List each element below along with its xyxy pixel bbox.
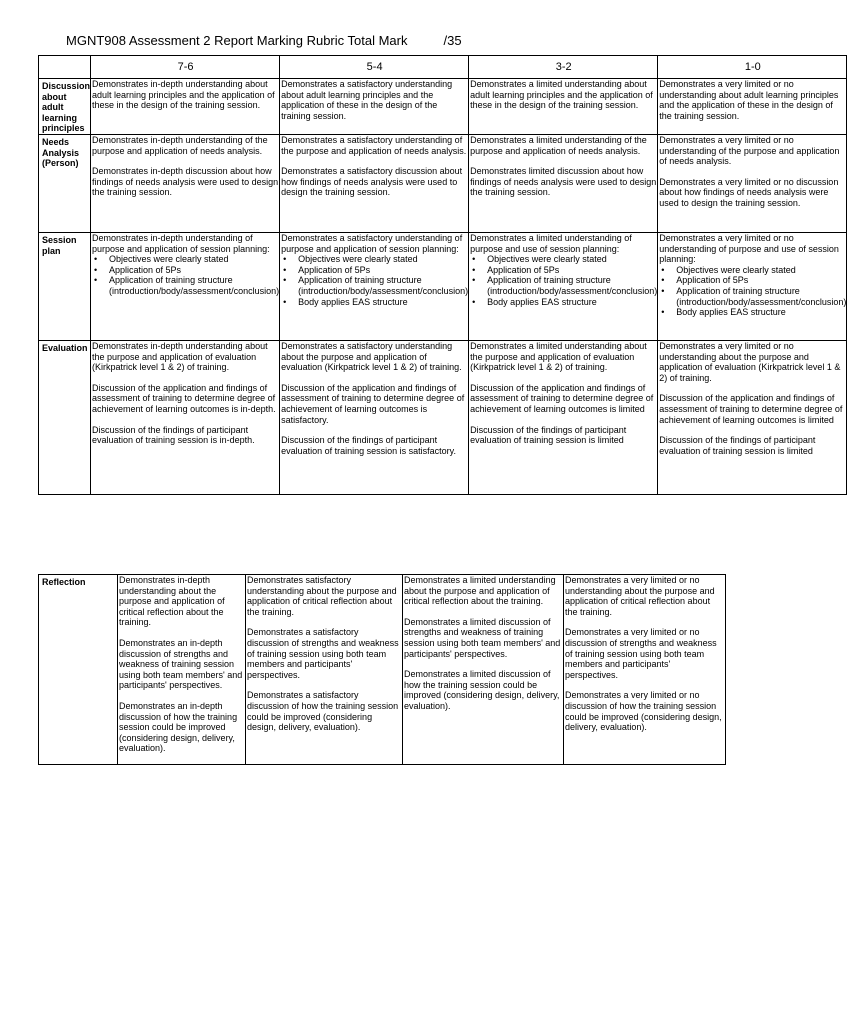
cell-intro: Demonstrates a limited understanding of purpose and use of session planning: bbox=[470, 233, 632, 254]
list-item: • Objectives were clearly stated bbox=[470, 254, 657, 265]
bullet-list bbox=[281, 254, 468, 307]
list-item: • Body applies EAS structure bbox=[281, 297, 468, 308]
list-item: • Application of training structure (introduction/body/assessment/conclusion) bbox=[281, 275, 468, 296]
cell-paragraph: Demonstrates a limited understanding of the purpose and application of needs analysis. bbox=[470, 135, 647, 156]
rubric-cell bbox=[280, 135, 469, 233]
cell-intro: Demonstrates a very limited or no understanding of purpose and use of session planning: bbox=[659, 233, 839, 265]
rubric-cell bbox=[280, 79, 469, 135]
rubric-cell bbox=[91, 135, 280, 233]
cell-paragraph: Demonstrates in-depth understanding of the purpose and application of needs analysis. bbox=[92, 135, 268, 156]
cell-paragraph: Demonstrates a very limited or no understanding about the purpose and application of evaluation (Kirkpatrick level 1 & 2) of training. bbox=[659, 341, 841, 383]
cell-paragraph: Demonstrates a satisfactory understanding of the purpose and application of needs analysis. bbox=[281, 135, 467, 156]
criterion-label: Discussion about adult learning principles bbox=[39, 79, 91, 135]
rubric-cell bbox=[280, 233, 469, 341]
rubric-table bbox=[38, 55, 847, 495]
document-title bbox=[66, 33, 462, 48]
rubric-table-continued bbox=[38, 574, 726, 765]
table-row bbox=[39, 135, 847, 233]
cell-paragraph: Discussion of the application and findings of assessment of training to determine degree of achievement of learning outcomes is limited bbox=[470, 382, 654, 414]
table-row bbox=[39, 79, 847, 135]
cell-paragraph: Demonstrates in-depth understanding about adult learning principles and the application of these in the design of the training session. bbox=[92, 79, 275, 111]
cell-paragraph: Demonstrates a limited discussion of strengths and weakness of training session using both team members' and participants' perspectives. bbox=[404, 616, 561, 659]
table-row bbox=[39, 341, 847, 495]
list-item: • Application of 5Ps bbox=[92, 265, 279, 276]
cell-paragraph: Demonstrates limited discussion about how findings of needs analysis were used to design the training session. bbox=[470, 166, 657, 198]
cell-paragraph: Demonstrates an in-depth discussion of how the training session could be improved (considering design, delivery, evaluation). bbox=[119, 700, 238, 754]
rubric-cell bbox=[246, 575, 403, 765]
bullet-list bbox=[659, 265, 846, 318]
list-item: • Objectives were clearly stated bbox=[92, 254, 279, 265]
cell-paragraph: Discussion of the application and findings of assessment of training to determine degree of achievement of learning outcomes is satisfactory. bbox=[281, 382, 465, 425]
cell-paragraph: Discussion of the findings of participant evaluation of training session is in-depth. bbox=[92, 424, 255, 446]
cell-paragraph: Demonstrates in-depth understanding about the purpose and application of evaluation (Kirkpatrick level 1 & 2) of training. bbox=[92, 341, 268, 373]
list-item: • Application of training structure (introduction/body/assessment/conclusion) bbox=[92, 275, 279, 296]
rubric-cell bbox=[658, 79, 847, 135]
bullet-list bbox=[470, 254, 657, 307]
rubric-cell bbox=[469, 79, 658, 135]
rubric-cell bbox=[91, 79, 280, 135]
rubric-cell bbox=[91, 341, 280, 495]
rubric-cell bbox=[403, 575, 564, 765]
title-text: MGNT908 Assessment 2 Report Marking Rubric Total Mark bbox=[66, 33, 408, 48]
cell-paragraph: Demonstrates a very limited or no understanding about the purpose and application of critical reflection about the training. bbox=[565, 575, 715, 617]
column-header: 3-2 bbox=[469, 56, 658, 79]
rubric-cell bbox=[564, 575, 726, 765]
cell-paragraph: Demonstrates a limited discussion of how the training session could be improved (considering design, delivery, evaluation). bbox=[404, 669, 560, 711]
rubric-cell bbox=[469, 135, 658, 233]
rubric-cell bbox=[469, 233, 658, 341]
rubric-cell bbox=[658, 135, 847, 233]
list-item: • Application of 5Ps bbox=[281, 265, 468, 276]
cell-paragraph: Demonstrates a satisfactory discussion of how the training session could be improved (considering design, delivery, evaluation). bbox=[247, 690, 399, 733]
cell-paragraph: Demonstrates a very limited or no understanding about adult learning principles and the application of these in the design of the training session. bbox=[659, 79, 839, 121]
cell-paragraph: Discussion of the findings of participant evaluation of training session is satisfactory. bbox=[281, 435, 457, 456]
criterion-label: Needs Analysis (Person) bbox=[39, 135, 91, 233]
table-row bbox=[39, 575, 726, 765]
list-item: • Objectives were clearly stated bbox=[659, 265, 846, 276]
bullet-list bbox=[92, 254, 279, 296]
criterion-header bbox=[39, 56, 91, 79]
rubric-cell bbox=[658, 341, 847, 495]
list-item: • Body applies EAS structure bbox=[659, 307, 846, 318]
cell-paragraph: Demonstrates an in-depth discussion of strengths and weakness of training session using both team members' and participants' perspectives. bbox=[119, 637, 243, 691]
cell-paragraph: Discussion of the findings of participant evaluation of training session is limited bbox=[659, 435, 816, 456]
cell-paragraph: Discussion of the findings of participant evaluation of training session is limited bbox=[470, 424, 627, 446]
list-item: • Application of 5Ps bbox=[659, 275, 846, 286]
cell-paragraph: Demonstrates a satisfactory understanding about the purpose and application of evaluation (Kirkpatrick level 1 & 2) of training. bbox=[281, 341, 462, 373]
cell-paragraph: Demonstrates a very limited or no discussion about how findings of needs analysis were used to design the training session. bbox=[659, 176, 839, 208]
list-item: • Application of 5Ps bbox=[470, 265, 657, 276]
table-row bbox=[39, 233, 847, 341]
column-header: 1-0 bbox=[658, 56, 847, 79]
column-header: 5-4 bbox=[280, 56, 469, 79]
cell-paragraph: Discussion of the application and findings of assessment of training to determine degree of achievement of learning outcomes is in-depth. bbox=[92, 382, 276, 414]
list-item: • Objectives were clearly stated bbox=[281, 254, 468, 265]
cell-paragraph: Demonstrates in-depth discussion about how findings of needs analysis were used to design the training session. bbox=[92, 166, 279, 198]
cell-paragraph: Demonstrates a very limited or no discussion of how the training session could be improved (considering design, delivery, evaluation). bbox=[565, 690, 722, 733]
criterion-label: Session plan bbox=[39, 233, 91, 341]
criterion-label: Reflection bbox=[39, 575, 118, 765]
list-item: • Application of training structure (introduction/body/assessment/conclusion) bbox=[659, 286, 846, 307]
rubric-cell bbox=[658, 233, 847, 341]
rubric-cell bbox=[280, 341, 469, 495]
cell-paragraph: Demonstrates a very limited or no understanding of the purpose and application of needs analysis. bbox=[659, 135, 840, 167]
cell-paragraph: Demonstrates a satisfactory discussion about how findings of needs analysis were used to design the training session. bbox=[281, 166, 463, 198]
rubric-cell bbox=[118, 575, 246, 765]
list-item: • Application of training structure (introduction/body/assessment/conclusion) bbox=[470, 275, 657, 296]
cell-paragraph: Discussion of the application and findings of assessment of training to determine degree of achievement of learning outcomes is limited bbox=[659, 393, 843, 425]
cell-paragraph: Demonstrates a very limited or no discussion of strengths and weakness of training session using both team members and participants' perspectives. bbox=[565, 627, 717, 680]
rubric-cell bbox=[91, 233, 280, 341]
rubric-cell bbox=[469, 341, 658, 495]
column-header: 7-6 bbox=[91, 56, 280, 79]
list-item: • Body applies EAS structure bbox=[470, 297, 657, 308]
cell-paragraph: Demonstrates a satisfactory discussion of strengths and weakness of training session using both team members and participants' perspectives. bbox=[247, 627, 399, 680]
cell-paragraph: Demonstrates a limited understanding about adult learning principles and the application of these in the design of the training session. bbox=[470, 79, 653, 111]
criterion-label: Evaluation bbox=[39, 341, 91, 495]
cell-paragraph: Demonstrates in-depth understanding about the purpose and application of critical reflection about the training. bbox=[119, 575, 225, 628]
cell-paragraph: Demonstrates a limited understanding about the purpose and application of evaluation (Kirkpatrick level 1 & 2) of training. bbox=[470, 341, 647, 373]
cell-paragraph: Demonstrates a limited understanding about the purpose and application of critical reflection about the training. bbox=[404, 575, 556, 607]
cell-paragraph: Demonstrates satisfactory understanding about the purpose and application of critical reflection about the training. bbox=[247, 575, 397, 617]
cell-intro: Demonstrates in-depth understanding of purpose and application of session planning: bbox=[92, 233, 270, 254]
header-row bbox=[39, 56, 847, 79]
cell-intro: Demonstrates a satisfactory understanding of purpose and application of session planning: bbox=[281, 233, 463, 254]
cell-paragraph: Demonstrates a satisfactory understanding about adult learning principles and the application of these in the design of the training session. bbox=[281, 79, 453, 121]
total-mark: /35 bbox=[443, 33, 462, 48]
